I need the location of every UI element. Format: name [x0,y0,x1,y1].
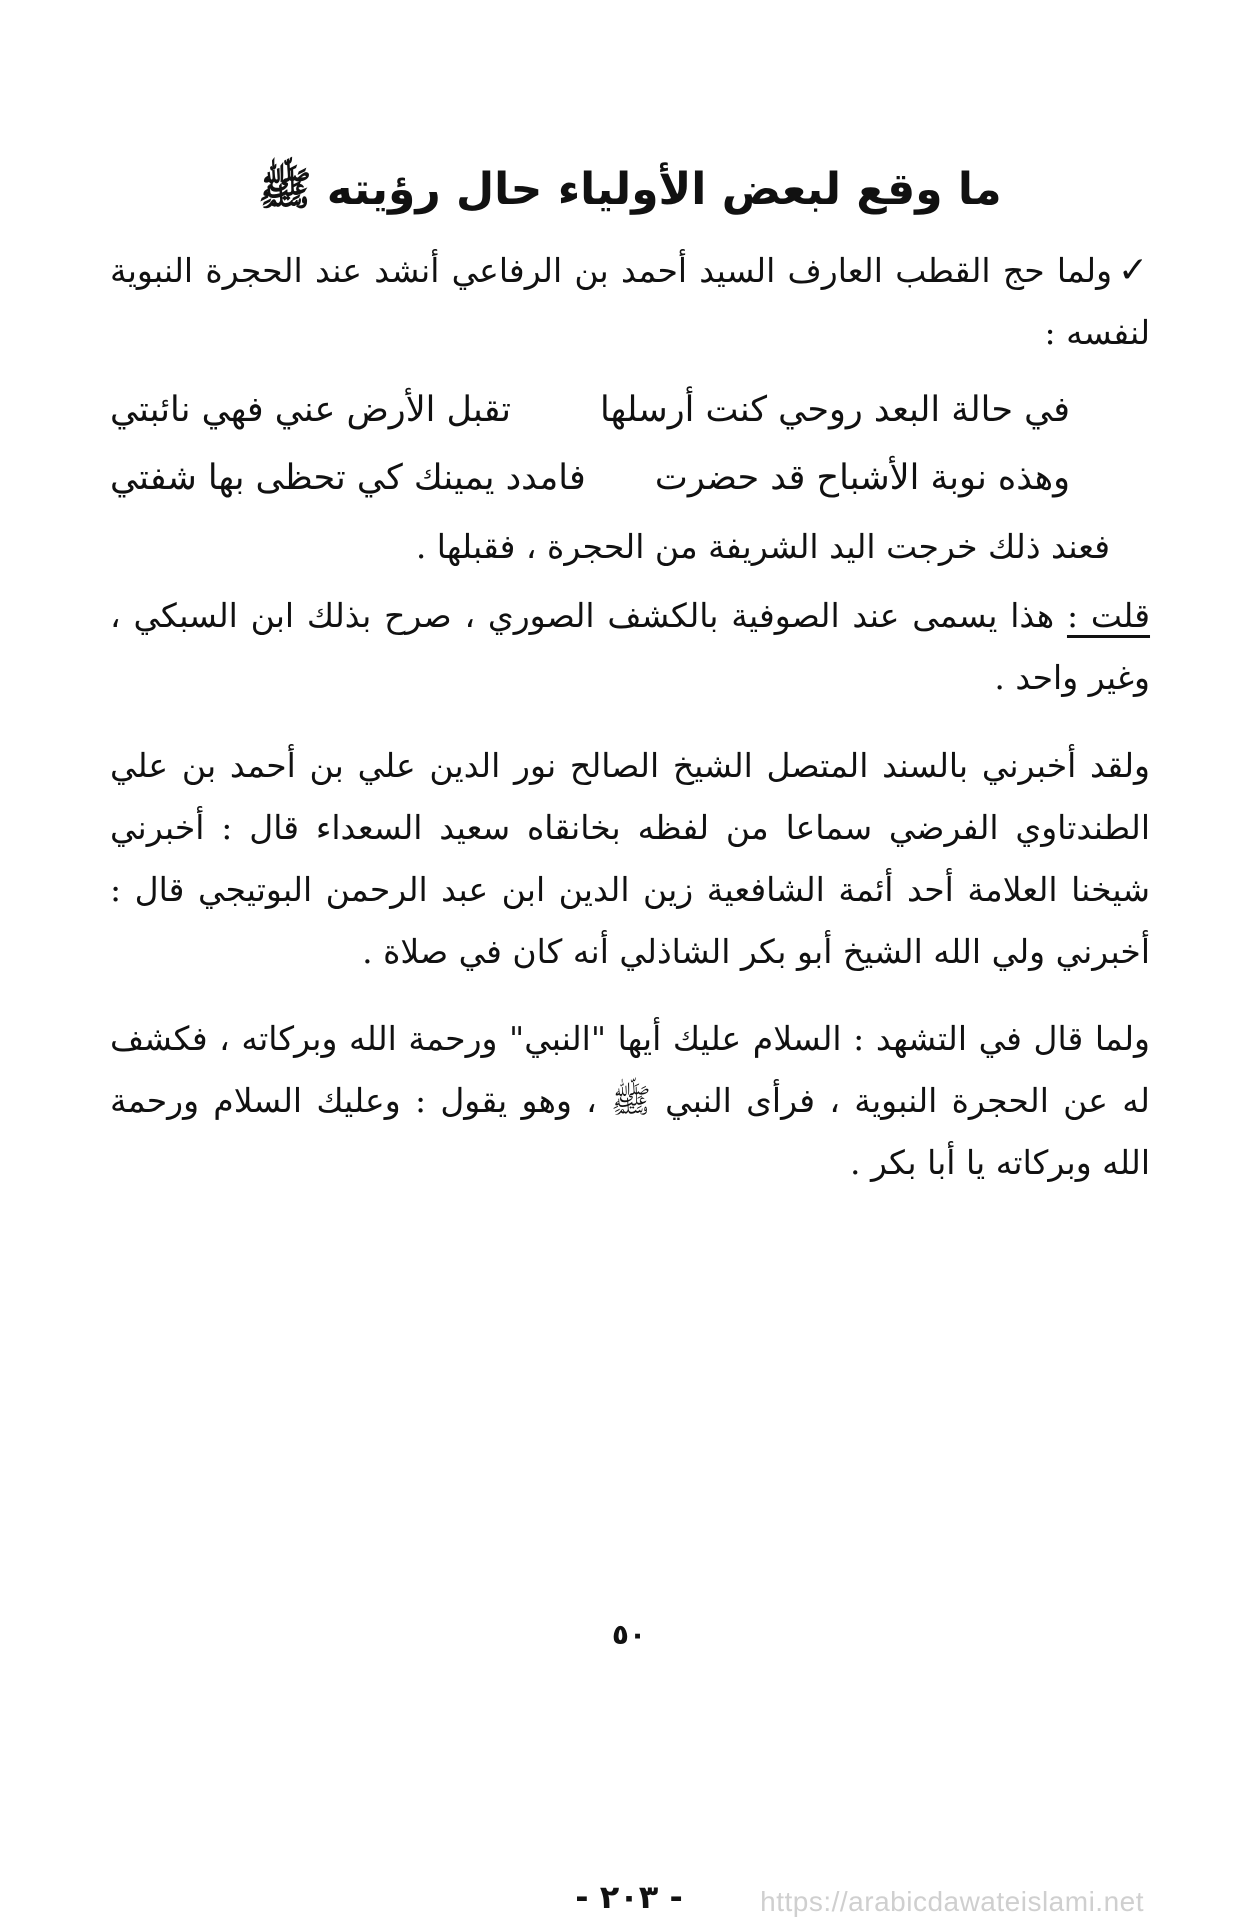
paragraph-chain: ولقد أخبرني بالسند المتصل الشيخ الصالح نور الدين علي بن أحمد بن علي الطندتاوي الفرضي سماعا من لفظه بخانقاه سعيد السعداء قال : أخبرني شيخنا العلامة أحد أئمة الشافعية زين الدين ابن عبد الرحمن البوتيجي قال : أخبرني ولي الله الشيخ أبو بكر الشاذلي أنه كان في صلاة . [110,746,1150,971]
outer-page-number: - ٢٠٣ - [575,1878,683,1916]
check-mark-icon: ✓ [1118,250,1150,291]
poem-verse-1 [110,380,1070,440]
paragraph-qult-text: هذا يسمى عند الصوفية بالكشف الصوري ، صرح بذلك ابن السبكي ، وغير واحد . [110,596,1150,697]
paragraph-hand-block [190,516,1110,578]
paragraph-qult [110,585,1150,709]
verse-2-second-hemistich: فامدد يمينك كي تحظى بها شفتي [110,458,586,498]
verse-2-first-hemistich: وهذه نوبة الأشباح قد حضرت [654,458,1070,498]
watermark-url: https://arabicdawateislami.net [760,1886,1144,1917]
qult-label: قلت : [1066,596,1151,635]
poem-verse-2 [110,448,1070,508]
inner-page-number: ٥٠ [611,1618,647,1651]
paragraph-intro-text: ولما حج القطب العارف السيد أحمد بن الرفاعي أنشد عند الحجرة النبوية لنفسه : [110,251,1150,352]
paragraph-intro [110,240,1150,364]
paragraph-qult-block [110,585,1150,709]
paragraph-hand: فعند ذلك خرجت اليد الشريفة من الحجرة ، فقبلها . [415,527,1110,566]
paragraph-tashahhud-block [110,1008,1150,1194]
paragraph-intro-block [110,240,1150,364]
paragraph-chain-block [110,735,1150,983]
chapter-title: ما وقع لبعض الأولياء حال رؤيته ﷺ [258,164,1002,215]
verse-1-second-hemistich: تقبل الأرض عني فهي نائبتي [110,390,512,430]
verse-1-first-hemistich: في حالة البعد روحي كنت أرسلها [599,390,1070,430]
paragraph-tashahhud: ولما قال في التشهد : السلام عليك أيها "النبي" ورحمة الله وبركاته ، فكشف له عن الحجرة النبوية ، فرأى النبي ﷺ ، وهو يقول : وعليك السلام ورحمة الله وبركاته يا أبا بكر . [110,1019,1150,1182]
